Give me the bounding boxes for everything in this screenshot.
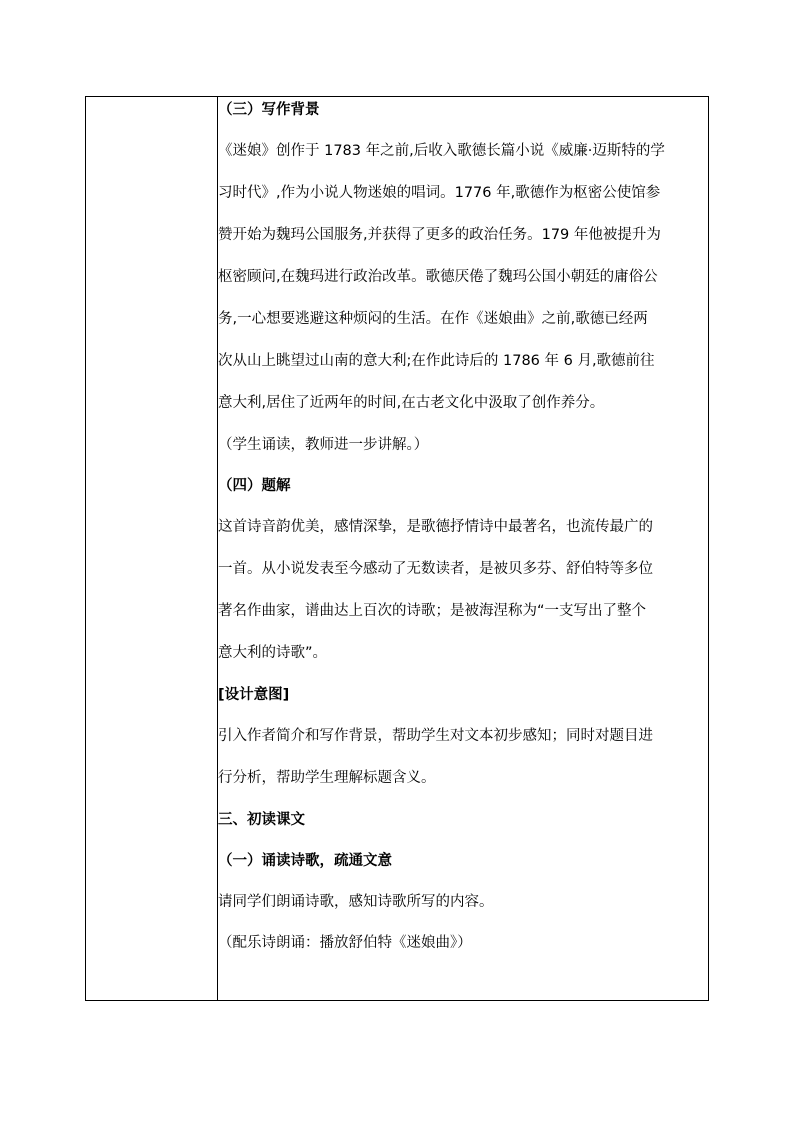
paragraph-line: 习时代》,作为小说人物迷娘的唱词。1776 年,歌德作为枢密公使馆参	[218, 185, 661, 201]
background-paragraph	[218, 138, 708, 417]
heading-recite-poem: （一）诵读诗歌，疏通文意	[218, 853, 392, 869]
left-empty-cell	[86, 97, 218, 1001]
content-cell	[218, 97, 709, 1001]
paragraph-line: 枢密顾问,在魏玛进行政治改革。歌德厌倦了魏玛公国小朝廷的庸俗公	[218, 269, 658, 285]
heading-writing-background: （三）写作背景	[218, 102, 320, 118]
instruction-line: 请同学们朗诵诗歌，感知诗歌所写的内容。	[218, 894, 494, 910]
note-music: （配乐诗朗诵：播放舒伯特《迷娘曲》）	[218, 935, 472, 951]
paragraph-line: 意大利的诗歌”。	[218, 645, 328, 661]
heading-design-intent: [设计意图]	[218, 687, 290, 703]
paragraph-line: 引入作者简介和写作背景，帮助学生对文本初步感知；同时对题目进	[218, 728, 653, 744]
paragraph-line: 行分析，帮助学生理解标题含义。	[218, 770, 436, 786]
paragraph-line: 《迷娘》创作于 1783 年之前,后收入歌德长篇小说《威廉·迈斯特的学	[218, 143, 665, 159]
paragraph-line: 一首。从小说发表至今感动了无数读者，是被贝多芬、舒伯特等多位	[218, 561, 653, 577]
paragraph-line: 赞开始为魏玛公国服务,并获得了更多的政治任务。179 年他被提升为	[218, 227, 661, 243]
paragraph-line: 次从山上眺望过山南的意大利;在作此诗后的 1786 年 6 月,歌德前往	[218, 353, 655, 369]
design-paragraph	[218, 723, 708, 792]
paragraph-line: 著名作曲家，谱曲达上百次的诗歌；是被海涅称为“一支写出了整个	[218, 603, 647, 619]
paragraph-line: 务,一心想要逃避这种烦闷的生活。在作《迷娘曲》之前,歌德已经两	[218, 311, 648, 327]
lesson-table	[85, 96, 709, 1001]
heading-first-reading: 三、初读课文	[218, 812, 305, 828]
paragraph-line: 意大利,居住了近两年的时间,在古老文化中汲取了创作养分。	[218, 395, 605, 411]
heading-title-interpretation: （四）题解	[218, 478, 291, 494]
paragraph-line: 这首诗音韵优美，感情深挚，是歌德抒情诗中最著名，也流传最广的	[218, 519, 653, 535]
title-paragraph	[218, 514, 708, 667]
note-recite-explain: （学生诵读，教师进一步讲解。）	[218, 437, 429, 453]
